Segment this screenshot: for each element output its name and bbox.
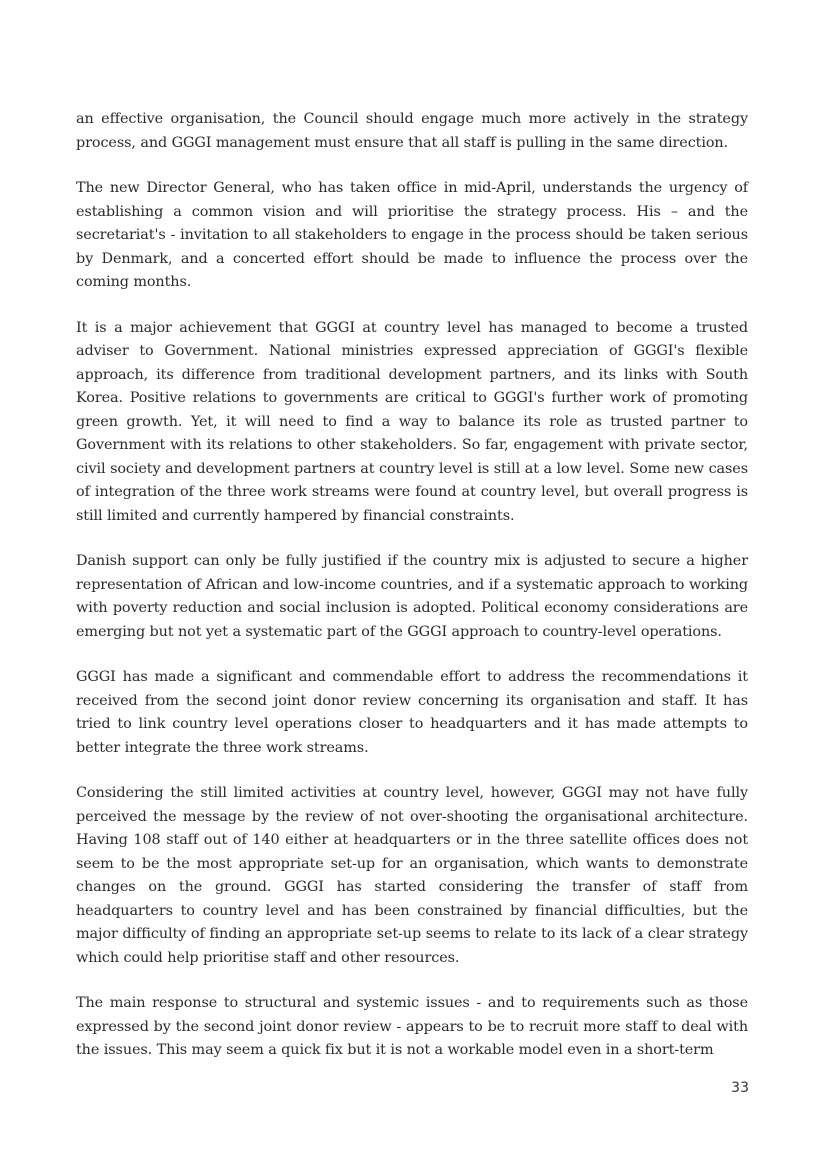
paragraph-3: It is a major achievement that GGGI at country level has managed to become a trusted adviser to Government. National ministries expressed appreciation of GGGI's flexible approach, its difference from traditional development partners, and its links with South Korea. Positive relations to governments are critical to GGGI's further work of promoting green growth. Yet, it will need to find a way to balance its role as trusted partner to Government with its relations to other stakeholders. So far, engagement with private sector, civil society and development partners at country level is still at a low level. Some new cases of integration of the three work streams were found at country level, but overall progress is still limited and currently hampered by financial constraints. xyxy=(76,319,748,524)
page-number: 33 xyxy=(731,1080,749,1096)
paragraph-2: The new Director General, who has taken office in mid-April, understands the urgency of establishing a common vision and will prioritise the strategy process. His – and the secretariat's - invitation to all stakeholders to engage in the process should be taken serious by Denmark, and a concerted effort should be made to influence the process over the coming months. xyxy=(76,180,748,290)
paragraph-7: The main response to structural and systemic issues - and to requirements such as those expressed by the second joint donor review - appears to be to recruit more staff to deal with the issues. This may seem a quick fix but it is not a workable model even in a short-term xyxy=(76,995,748,1058)
paragraph-5: GGGI has made a significant and commendable effort to address the recommendations it received from the second joint donor review concerning its organisation and staff. It has tried to link country level operations closer to headquarters and it has made attempts to better integrate the three work streams. xyxy=(76,669,748,756)
page-body xyxy=(76,108,748,1085)
paragraph-4: Danish support can only be fully justified if the country mix is adjusted to secure a higher representation of African and low-income countries, and if a systematic approach to working with poverty reduction and social inclusion is adopted. Political economy considerations are emerging but not yet a systematic part of the GGGI approach to country-level operations. xyxy=(76,553,748,640)
paragraph-6: Considering the still limited activities at country level, however, GGGI may not have fully perceived the message by the review of not over-shooting the organisational architecture. Having 108 staff out of 140 either at headquarters or in the three satellite offices does not seem to be the most appropriate set-up for an organisation, which wants to demonstrate changes on the ground. GGGI has started considering the transfer of staff from headquarters to country level and has been constrained by financial difficulties, but the major difficulty of finding an appropriate set-up seems to relate to its lack of a clear strategy which could help prioritise staff and other resources. xyxy=(76,785,748,966)
paragraph-1: an effective organisation, the Council should engage much more actively in the strategy process, and GGGI management must ensure that all staff is pulling in the same direction. xyxy=(76,111,748,151)
